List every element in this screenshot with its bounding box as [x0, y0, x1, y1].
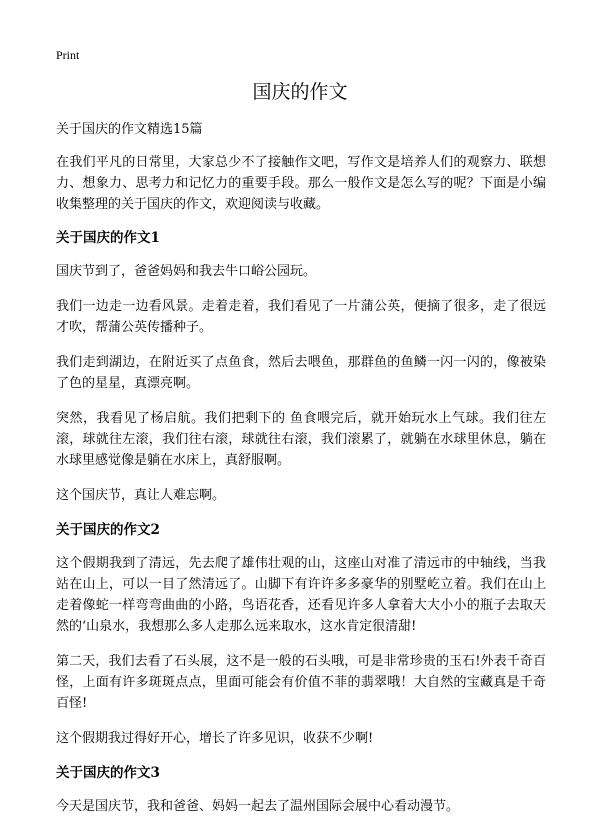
intro-paragraph: 在我们平凡的日常里，大家总少不了接触作文吧，写作文是培养人们的观察力、联想力、想象力、思考力和记忆力的重要手段。那么一般作文是怎么写的呢？下面是小编收集整理的关于国庆的作文，欢迎阅读与收藏。	[56, 155, 546, 212]
paragraph: 这个假期我过得好开心，增长了许多见识，收获不少啊!	[56, 731, 374, 746]
paragraph: 这个国庆节，真让人难忘啊。	[56, 488, 226, 503]
essay-section-2	[56, 520, 546, 749]
page-title: 国庆的作文	[252, 81, 348, 103]
section-heading: 关于国庆的作文1	[56, 230, 160, 246]
article-subtitle: 关于国庆的作文精选15篇	[56, 122, 203, 137]
section-heading: 关于国庆的作文3	[56, 765, 160, 781]
paragraph: 第二天，我们去看了石头展，这不是一般的石头哦，可是非常珍贵的玉石!外表千奇百怪，上面有许多斑斑点点，里面可能会有价值不菲的翡翠哦！大自然的宝藏真是千奇百怪!	[56, 654, 546, 711]
print-label: Print	[56, 48, 80, 62]
paragraph: 突然，我看见了杨启航。我们把剩下的 鱼食喂完后，就开始玩水上气球。我们往左滚，球就往左滚，我们往右滚，球就往右滚，我们滚累了，就躺在水球里休息，躺在水球里感觉像是躺在水床上，真舒服啊。	[56, 411, 546, 468]
section-heading: 关于国庆的作文2	[56, 522, 160, 538]
paragraph: 今天是国庆节，我和爸爸、妈妈一起去了温州国际会展中心看动漫节。	[56, 799, 460, 814]
paragraph: 这个假期我到了清远，先去爬了雄伟壮观的山，这座山对准了清远市的中轴线，当我站在山上，可以一目了然清远了。山脚下有许许多多豪华的别墅屹立着。我们在山上走着像蛇一样弯弯曲曲的小路，鸟语花香，还看见许多人拿着大大小小的瓶子去取天然的‘山泉水，我想那么多人走那么远来取水，这水肯定很清甜!	[56, 556, 546, 634]
article-body	[56, 119, 546, 817]
paragraph: 国庆节到了，爸爸妈妈和我去牛口峪公园玩。	[56, 264, 317, 279]
essay-section-1	[56, 228, 546, 506]
paragraph: 我们走到湖边，在附近买了点鱼食，然后去喂鱼，那群鱼的鱼鳞一闪一闪的，像被染了色的星星，真漂亮啊。	[56, 355, 546, 391]
paragraph: 我们一边走一边看风景。走着走着，我们看见了一片蒲公英，便摘了很多，走了很远才吹，帮蒲公英传播种子。	[56, 299, 546, 335]
essay-section-3	[56, 763, 546, 817]
